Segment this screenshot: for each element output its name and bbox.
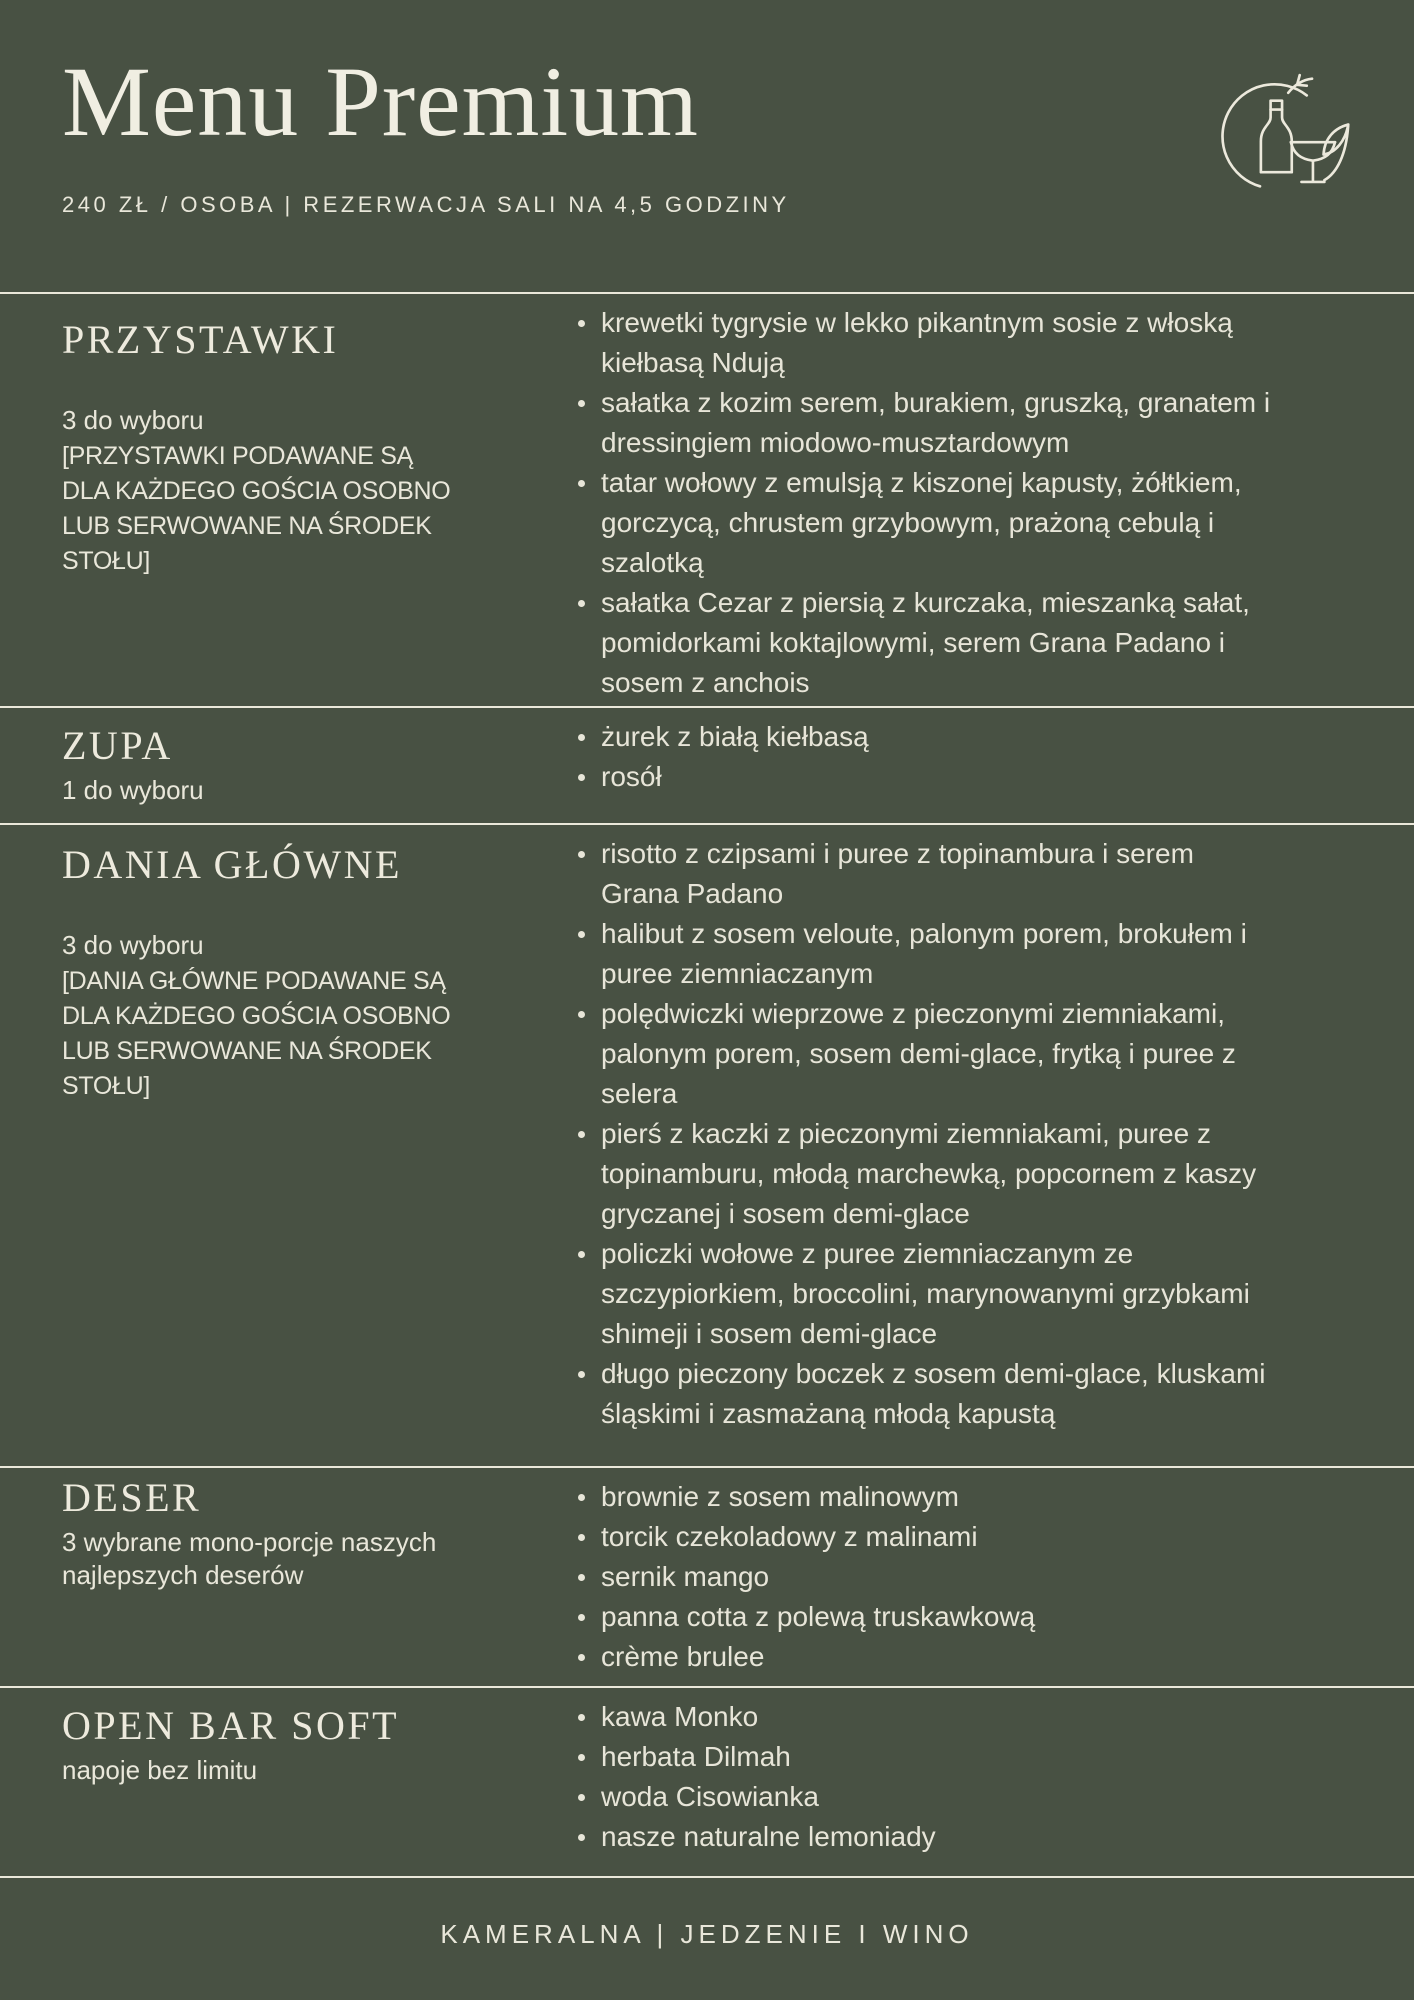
section-note: 1 do wyboru	[62, 775, 204, 805]
menu-item: kawa Monko	[577, 1697, 1277, 1737]
page-subtitle: 240 ZŁ / OSOBA | REZERWACJA SALI NA 4,5 GODZINY	[62, 192, 790, 217]
bottle-glass-leaf-icon	[1200, 66, 1350, 204]
menu-item: polędwiczki wieprzowe z pieczonymi ziemniakami, palonym porem, sosem demi-glace, frytką i puree z selera	[577, 994, 1277, 1114]
menu-item: halibut z sosem veloute, palonym porem, brokułem i puree ziemniaczanym	[577, 914, 1277, 994]
section-dania-glowne	[0, 823, 1414, 1466]
page-title: Menu Premium	[62, 46, 699, 157]
menu-footer	[0, 1876, 1414, 2000]
menu-item: długo pieczony boczek z sosem demi-glace, kluskami śląskimi i zasmażaną młodą kapustą	[577, 1354, 1277, 1434]
menu-item: sałatka Cezar z piersią z kurczaka, mieszanką sałat, pomidorkami koktajlowymi, serem Grana Padano i sosem z anchois	[577, 583, 1277, 703]
menu-item: brownie z sosem malinowym	[577, 1477, 1277, 1517]
menu-header	[0, 0, 1414, 292]
section-title: DANIA GŁÓWNE	[62, 842, 402, 887]
section-deser-items	[577, 1468, 1277, 1686]
menu-item: krewetki tygrysie w lekko pikantnym sosie z włoską kiełbasą Ndują	[577, 303, 1277, 383]
section-dania-glowne-info	[62, 825, 577, 1466]
menu-item: risotto z czipsami i puree z topinambura i serem Grana Padano	[577, 834, 1277, 914]
section-title: ZUPA	[62, 723, 173, 768]
section-przystawki-items	[577, 294, 1277, 706]
menu-item: panna cotta z polewą truskawkową	[577, 1597, 1277, 1637]
section-note: napoje bez limitu	[62, 1755, 258, 1785]
menu-item: tatar wołowy z emulsją z kiszonej kapusty, żółtkiem, gorczycą, chrustem grzybowym, prażoną cebulą i szalotką	[577, 463, 1277, 583]
section-deser	[0, 1466, 1414, 1686]
section-zupa-items	[577, 708, 1277, 823]
section-note: 3 wybrane mono-porcje naszych najlepszych deserów	[62, 1527, 437, 1590]
menu-item: nasze naturalne lemoniady	[577, 1817, 1277, 1857]
section-przystawki	[0, 292, 1414, 706]
section-detail: [DANIA GŁÓWNE PODAWANE SĄ DLA KAŻDEGO GOŚCIA OSOBNO LUB SERWOWANE NA ŚRODEK STOŁU]	[62, 967, 451, 1100]
menu-item: crème brulee	[577, 1637, 1277, 1677]
footer-text: KAMERALNA | JEDZENIE I WINO	[440, 1918, 974, 1949]
section-detail: [PRZYSTAWKI PODAWANE SĄ DLA KAŻDEGO GOŚCIA OSOBNO LUB SERWOWANE NA ŚRODEK STOŁU]	[62, 442, 451, 575]
section-przystawki-info	[62, 294, 577, 706]
section-zupa-info	[62, 708, 577, 823]
section-title: OPEN BAR SOFT	[62, 1703, 400, 1748]
section-open-bar-soft-items	[577, 1688, 1277, 1876]
menu-item: sałatka z kozim serem, burakiem, gruszką, granatem i dressingiem miodowo-musztardowym	[577, 383, 1277, 463]
section-deser-info	[62, 1468, 577, 1686]
section-title: DESER	[62, 1475, 202, 1520]
menu-item: rosół	[577, 757, 1277, 797]
menu-item: żurek z białą kiełbasą	[577, 717, 1277, 757]
menu-item: pierś z kaczki z pieczonymi ziemniakami, puree z topinamburu, młodą marchewką, popcornem z kaszy gryczanej i sosem demi-glace	[577, 1114, 1277, 1234]
section-note: 3 do wyboru	[62, 930, 204, 960]
section-open-bar-soft-info	[62, 1688, 577, 1876]
section-open-bar-soft	[0, 1686, 1414, 1876]
menu-item: herbata Dilmah	[577, 1737, 1277, 1777]
section-zupa	[0, 706, 1414, 823]
menu-item: torcik czekoladowy z malinami	[577, 1517, 1277, 1557]
menu-item: sernik mango	[577, 1557, 1277, 1597]
section-dania-glowne-items	[577, 825, 1277, 1466]
menu-item: woda Cisowianka	[577, 1777, 1277, 1817]
section-title: PRZYSTAWKI	[62, 317, 339, 362]
menu-item: policzki wołowe z puree ziemniaczanym ze szczypiorkiem, broccolini, marynowanymi grzybkami shimeji i sosem demi-glace	[577, 1234, 1277, 1354]
section-note: 3 do wyboru	[62, 405, 204, 435]
